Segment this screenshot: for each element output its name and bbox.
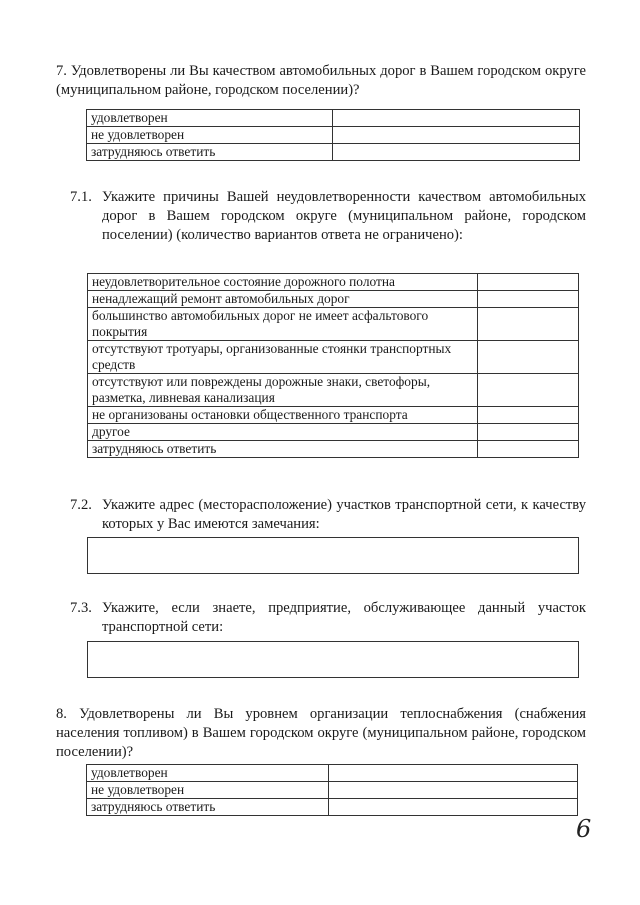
option-label: затрудняюсь ответить [87,799,329,816]
question-7-3-number: 7.3. [70,600,92,616]
question-7-answer-table [86,109,580,161]
answer-cell[interactable] [329,782,578,799]
answer-cell[interactable] [478,274,579,291]
option-label: удовлетворен [87,765,329,782]
table-row [88,291,579,308]
option-label: отсутствуют или повреждены дорожные знаки, светофоры, разметка, ливневая канализация [88,374,478,407]
option-label: ненадлежащий ремонт автомобильных дорог [88,291,478,308]
question-7-2-text: Укажите адрес (месторасположение) участков транспортной сети, к качеству которых у Вас имеются замечания: [102,497,586,532]
answer-cell[interactable] [333,127,580,144]
table-row [87,127,580,144]
answer-cell[interactable] [478,341,579,374]
question-7-2-answer-box[interactable] [87,537,579,574]
question-7-1-answer-table [87,273,579,458]
question-8-answer-table [86,764,578,816]
table-row [88,424,579,441]
answer-cell[interactable] [333,144,580,161]
option-label: неудовлетворительное состояние дорожного полотна [88,274,478,291]
option-label: большинство автомобильных дорог не имеет асфальтового покрытия [88,308,478,341]
option-label: затрудняюсь ответить [88,441,478,458]
question-7-text: 7. Удовлетворены ли Вы качеством автомобильных дорог в Вашем городском округе (муниципальном районе, городском поселении)? [56,63,586,98]
option-label: не удовлетворен [87,782,329,799]
option-label: другое [88,424,478,441]
table-row [87,110,580,127]
table-row [87,144,580,161]
option-label: отсутствуют тротуары, организованные стоянки транспортных средств [88,341,478,374]
question-7-1-number: 7.1. [70,189,92,205]
table-row [88,341,579,374]
answer-cell[interactable] [478,308,579,341]
page-number: 6 [576,815,592,843]
table-row [88,274,579,291]
question-7-2-number: 7.2. [70,497,92,513]
question-7-3-text: Укажите, если знаете, предприятие, обслуживающее данный участок транспортной сети: [102,600,586,635]
table-row [88,441,579,458]
option-label: не организованы остановки общественного транспорта [88,407,478,424]
table-row [87,765,578,782]
answer-cell[interactable] [478,441,579,458]
answer-cell[interactable] [478,407,579,424]
table-row [87,782,578,799]
table-row [88,374,579,407]
answer-cell[interactable] [478,374,579,407]
question-8-text: 8. Удовлетворены ли Вы уровнем организации теплоснабжения (снабжения населения топливом) в Вашем городском округе (муниципальном районе, городском поселении)? [56,706,586,760]
answer-cell[interactable] [478,424,579,441]
option-label: удовлетворен [87,110,333,127]
table-row [87,799,578,816]
option-label: не удовлетворен [87,127,333,144]
answer-cell[interactable] [333,110,580,127]
table-row [88,308,579,341]
table-row [88,407,579,424]
answer-cell[interactable] [478,291,579,308]
question-7-1-text: Укажите причины Вашей неудовлетворенности качеством автомобильных дорог в Вашем городском округе (муниципальном районе, городском поселении) (количество вариантов ответа не ограничено): [102,189,586,243]
answer-cell[interactable] [329,799,578,816]
question-7-3-answer-box[interactable] [87,641,579,678]
option-label: затрудняюсь ответить [87,144,333,161]
answer-cell[interactable] [329,765,578,782]
